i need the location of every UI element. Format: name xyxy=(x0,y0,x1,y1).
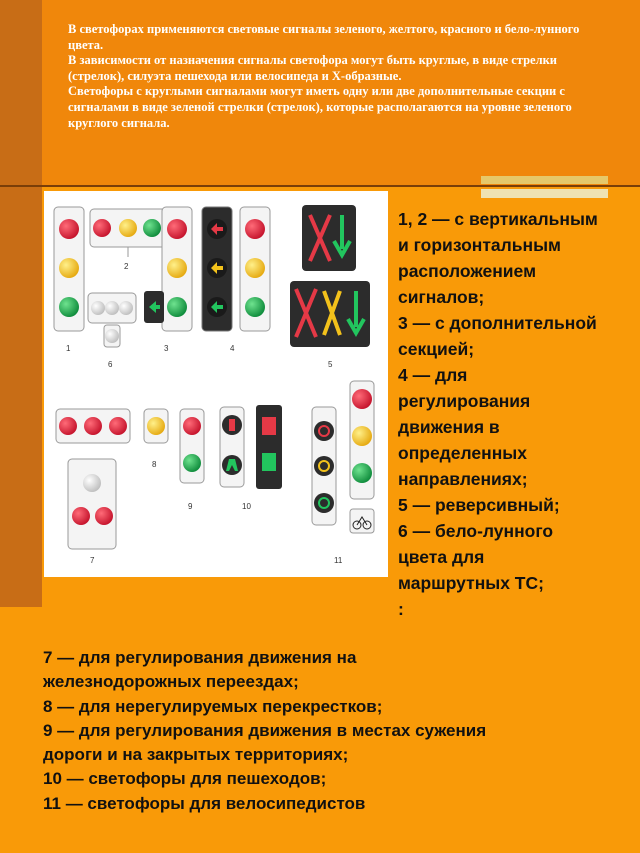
intro-paragraph-3: Светофоры с круглыми сигналами могут иметь одну или две дополнительные секции с сигналами в виде зеленой стрелки (стрелок), которые располагаются на уровне зеленого круглого сигнала. xyxy=(68,84,572,130)
legend-line: дороги и на закрытых территориях; xyxy=(43,745,349,765)
legend-line: 11 — светофоры для велосипедистов xyxy=(43,793,366,813)
legend-line: маршрутных ТС; xyxy=(398,573,544,593)
legend-line: 9 — для регулирования движения в местах сужения xyxy=(43,720,487,740)
intro-paragraph-2: В зависимости от назначения сигналы светофора могут быть круглые, в виде стрелки (стрелок), силуэта пешехода или велосипеда и Х-образные. xyxy=(68,53,558,83)
legend-line: 5 — реверсивный; xyxy=(398,495,560,515)
left-color-band xyxy=(0,0,42,607)
traffic-light-8 xyxy=(144,409,168,443)
legend-line: 8 — для нерегулируемых перекрестков; xyxy=(43,696,383,716)
figure-label-10: 10 xyxy=(242,502,251,511)
traffic-lights-illustration xyxy=(44,191,388,577)
traffic-light-5 xyxy=(290,205,370,347)
legend-line: 10 — светофоры для пешеходов; xyxy=(43,769,327,789)
legend-line: железнодорожных переездах; xyxy=(43,672,299,692)
legend-line: : xyxy=(398,599,404,619)
figure-label-9: 9 xyxy=(188,502,193,511)
intro-text xyxy=(68,22,598,131)
legend-line: секцией; xyxy=(398,339,475,359)
figure-label-8: 8 xyxy=(152,460,157,469)
legend-line: направлениях; xyxy=(398,469,528,489)
intro-paragraph-1: В светофорах применяются световые сигналы зеленого, желтого, красного и бело-лунного цвета. xyxy=(68,22,580,52)
figure-label-4: 4 xyxy=(230,344,235,353)
legend-line: регулирования xyxy=(398,391,531,411)
traffic-light-4 xyxy=(202,207,270,331)
accent-bar-top xyxy=(481,176,608,184)
legend-line: определенных xyxy=(398,443,527,463)
legend-line: сигналов; xyxy=(398,287,485,307)
legend-line: 1, 2 — с вертикальным xyxy=(398,209,598,229)
legend-line: и горизонтальным xyxy=(398,235,561,255)
figure-label-3: 3 xyxy=(164,344,169,353)
figure-label-5: 5 xyxy=(328,360,333,369)
figure-label-1: 1 xyxy=(66,344,71,353)
traffic-light-6 xyxy=(88,293,136,347)
right-legend-list xyxy=(398,206,638,622)
figure-label-6: 6 xyxy=(108,360,113,369)
figure-label-7: 7 xyxy=(90,556,95,565)
legend-line: движения в xyxy=(398,417,500,437)
legend-line: 6 — бело-лунного xyxy=(398,521,554,541)
legend-line: 7 — для регулирования движения на xyxy=(43,648,357,667)
traffic-light-9 xyxy=(180,409,204,483)
traffic-lights-figure xyxy=(44,191,388,577)
accent-bar-bottom xyxy=(481,189,608,198)
legend-line: 3 — с дополнительной xyxy=(398,313,597,333)
figure-label-2: 2 xyxy=(124,262,129,271)
divider-line xyxy=(0,185,640,187)
legend-line: 4 — для xyxy=(398,365,468,385)
traffic-light-1 xyxy=(54,207,84,331)
traffic-light-7 xyxy=(56,409,130,549)
legend-line: расположением xyxy=(398,261,537,281)
figure-label-11: 11 xyxy=(334,556,343,565)
legend-line: цвета для xyxy=(398,547,485,567)
traffic-light-11 xyxy=(312,381,374,533)
bottom-legend-list xyxy=(43,646,633,816)
traffic-light-10 xyxy=(220,405,282,489)
traffic-light-2 xyxy=(90,209,166,257)
